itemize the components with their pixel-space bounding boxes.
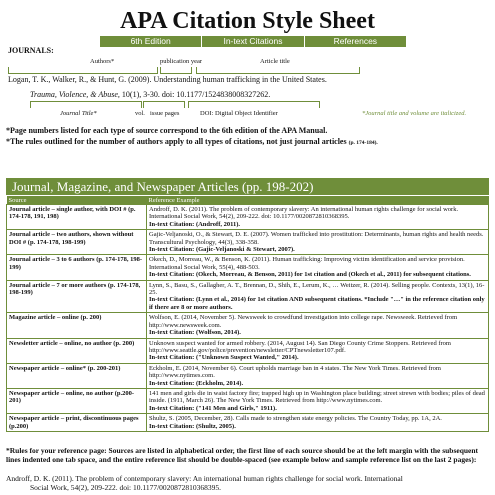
table-row xyxy=(7,230,489,255)
row-reference: Shultz, S. (2005, December, 28). Calls made to strengthen state energy policies. The Country Today, pp. 1A, 2A. In-text Citation: (Shultz, 2005). xyxy=(147,414,489,432)
journal-bracket xyxy=(30,101,142,108)
row-reference: Androff, D. K. (2011). The problem of contemporary slavery: An international human rights challenge for social work. International Social Work, 54(2), 209-222. doi: 10.1177/0020872810368395. In-text Citation: (Androff, 2011). xyxy=(147,205,489,230)
tab-intext: In-text Citations xyxy=(202,36,304,47)
reference-rules: *Rules for your reference page: Sources are listed in alphabetical order, the first line of each source should be at the left margin with the subsequent lines indented one tab space, and the entire reference list should be double-spaced (see example below and sample reference list on the last 2 pages): xyxy=(6,446,479,464)
annot-article: Article title xyxy=(260,58,290,65)
header-tabs xyxy=(100,36,406,47)
example-citation: Logan, T. K., Walker, R., & Hunt, G. (2009). Understanding human trafficking in the United States. xyxy=(8,75,327,84)
row-source: Journal article – 3 to 6 authors (p. 174-178, 198-199) xyxy=(7,255,147,280)
row-source: Newspaper article – print, discontinuous pages (p.200) xyxy=(7,414,147,432)
annot-authors: Authors* xyxy=(90,58,115,65)
final-example xyxy=(6,474,489,492)
note-authors-text: *The rules outlined for the number of authors apply to all types of citations, not just journal articles xyxy=(6,137,347,146)
final-example-line2: Social Work, 54(2), 209-222. doi: 10.1177/0020872810368395. xyxy=(30,483,222,492)
authors-bracket xyxy=(8,67,158,74)
example-citation-line2 xyxy=(30,90,270,99)
row-source: Newspaper article – online, no author (p.200-201) xyxy=(7,388,147,413)
header-source: Source xyxy=(7,196,147,205)
row-source: Newspaper article – online* (p. 200-201) xyxy=(7,363,147,388)
doi-bracket xyxy=(188,101,320,108)
table-header-row xyxy=(7,196,489,205)
note-page-numbers: *Page numbers listed for each type of source correspond to the 6th edition of the APA Manual. xyxy=(6,126,328,135)
note-authors-pages: (p. 174-184). xyxy=(348,140,378,146)
row-source: Magazine article – online (p. 200) xyxy=(7,313,147,338)
row-reference: Eckholm, E. (2014, November 6). Court upholds marriage ban in 4 states. The New York Times. Retrieved from http://www.nytimes.com. In-text Citation: (Eckholm, 2014). xyxy=(147,363,489,388)
table-row xyxy=(7,280,489,313)
header-reference: Reference Example xyxy=(147,196,489,205)
row-reference: Okech, D., Morreau, W., & Benson, K. (2011). Human trafficking: Improving victim identification and service provision. International Social Work, 55(4), 488-503. In-text Citation: (Okech, Morreau, & Benson, 2011) for 1st citation and (Okech et al., 2011) for subsequent citations. xyxy=(147,255,489,280)
annot-italic: *Journal title and volume are italicized. xyxy=(362,110,467,117)
row-reference: Gajic-Veljanoski, O., & Stewart, D. E. (2007). Women trafficked into prostitution: Determinants, human rights and health needs. Transcultural Psychology, 44(3), 338-358. In-text Citation: (Gajic-Veljanoski & Stewart, 2007). xyxy=(147,230,489,255)
note-authors-rules xyxy=(6,137,489,146)
year-bracket xyxy=(160,67,192,74)
table-row xyxy=(7,205,489,230)
table-row xyxy=(7,255,489,280)
final-example-line1: Androff, D. K. (2011). The problem of contemporary slavery: An international human rights challenge for social work. International xyxy=(6,474,403,483)
row-reference: Unknown suspect wanted for armed robbery. (2014, August 14). San Diego County Crime Stoppers. Retrieved from http://www.seattle.gov/police/prevention/newsletter/CPTnewsletter107.pdf. In-text Citation: ("Unknown Suspect Wanted," 2014). xyxy=(147,338,489,363)
journal-title-text: Trauma, Violence, & Abuse, xyxy=(30,90,120,99)
annot-journal: Journal Title* xyxy=(60,110,97,117)
row-reference: 141 men and girls die in waist factory fire; trapped high up in Washington place building; street strewn with bodies; piles of dead inside. (1911, March 26). The New York Times. Retrieved from http://www.nytimes.com. In-text Citation: ("141 Men and Girls," 1911). xyxy=(147,388,489,413)
vol-bracket xyxy=(143,101,185,108)
tab-references: References xyxy=(305,36,406,47)
row-source: Journal article – single author, with DOI # (p. 174-178, 191, 198) xyxy=(7,205,147,230)
table-row xyxy=(7,363,489,388)
annot-doi: DOI: Digital Object Identifier xyxy=(200,110,278,117)
section-header: Journal, Magazine, and Newspaper Articles (pp. 198-202) xyxy=(6,178,489,195)
row-source: Journal article – 7 or more authors (p. 174-178, 198-199) xyxy=(7,280,147,313)
row-reference: Lynn, S., Basu, S., Gallagher, A. T., Brennan, D., Shih, E., Lerum, K., … Weitzer, R. (2014). Selling people. Contexts, 13(1), 16-25. In-text Citation: (Lynn et al., 2014) for 1st citation AND subsequent citations. *Include "…" in the reference citation only if there are 8 or more authors. xyxy=(147,280,489,313)
annot-year: publication year xyxy=(160,58,203,65)
row-source: Journal article – two authors, shown without DOI # (p. 174-178, 198-199) xyxy=(7,230,147,255)
tab-edition: 6th Edition xyxy=(100,36,202,47)
volume-doi-text: 10(1), 3-30. doi: 10.1177/1524838008327262. xyxy=(119,90,271,99)
table-row xyxy=(7,414,489,432)
row-reference: Wolfson, E. (2014, November 5). Newsweek to crowdfund investigation into college rape. Newsweek. Retrieved from http://www.newsweek.com. In-text Citation: (Wolfson, 2014). xyxy=(147,313,489,338)
annot-vol: vol. xyxy=(135,110,145,117)
table-row xyxy=(7,388,489,413)
journals-label: JOURNALS: xyxy=(8,46,54,55)
annot-issue: issue pages xyxy=(150,110,180,117)
table-row xyxy=(7,338,489,363)
row-source: Newsletter article – online, no author (p. 200) xyxy=(7,338,147,363)
table-row xyxy=(7,313,489,338)
article-bracket xyxy=(196,67,360,74)
reference-table xyxy=(6,196,489,432)
page-title: APA Citation Style Sheet xyxy=(120,8,375,34)
